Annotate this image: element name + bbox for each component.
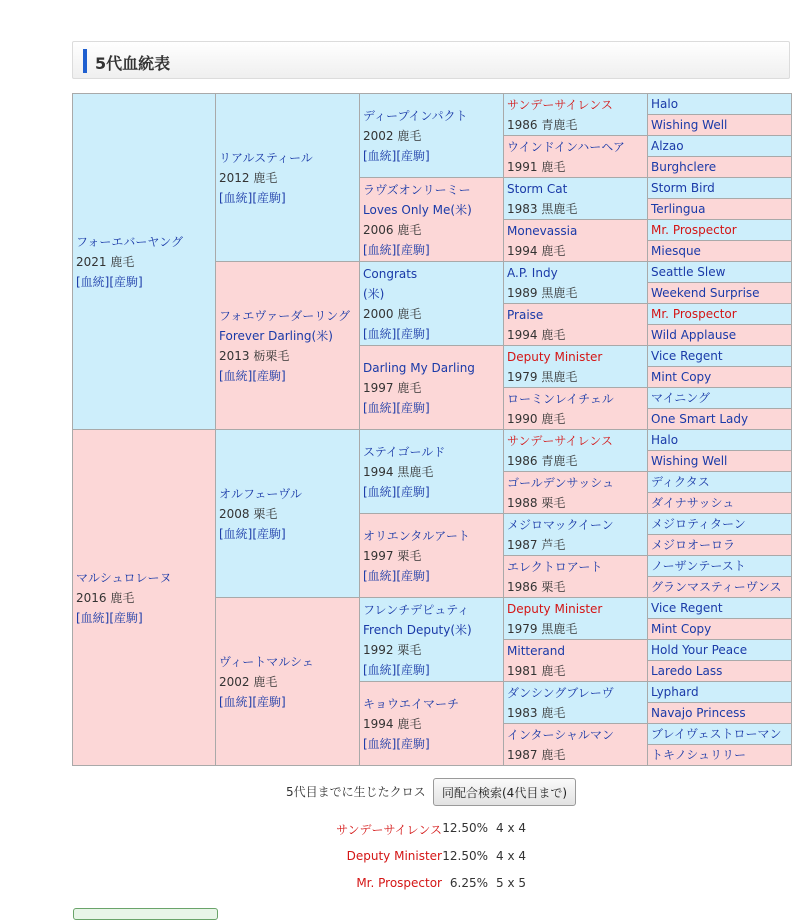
horse-birth-info: 1997 栗毛 [363, 548, 422, 563]
horse-name-link[interactable]: Monevassia [507, 223, 578, 238]
pedigree-link[interactable]: [血統] [363, 242, 397, 257]
horse-birth-info: 1986 栗毛 [507, 579, 566, 594]
progeny-link[interactable]: [産駒] [396, 736, 430, 751]
pedigree-cell-gen5 [648, 178, 792, 199]
horse-name-link[interactable]: Wild Applause [651, 328, 737, 342]
progeny-link[interactable]: [産駒] [396, 662, 430, 677]
pedigree-cell-gen3 [360, 262, 504, 346]
horse-alt-name-link[interactable]: (米) [363, 286, 385, 301]
horse-name-link[interactable]: Lyphard [651, 685, 699, 699]
horse-name-link[interactable]: エレクトロアート [507, 559, 603, 574]
pedigree-cell-gen5 [648, 514, 792, 535]
horse-name-link[interactable]: Congrats [363, 266, 418, 281]
progeny-link[interactable]: [産駒] [396, 568, 430, 583]
pedigree-cell-gen4 [504, 472, 648, 514]
horse-birth-info: 1987 芦毛 [507, 537, 566, 552]
cross-horse-name[interactable]: サンデーサイレンス [336, 823, 442, 837]
horse-name-link[interactable]: Darling My Darling [363, 360, 475, 375]
horse-name-link[interactable]: Seattle Slew [651, 265, 726, 279]
progeny-link[interactable]: [産駒] [396, 148, 430, 163]
horse-name-link[interactable]: リアルスティール [219, 150, 313, 165]
horse-name-link[interactable]: トキノシュリリー [651, 748, 747, 762]
pedigree-cell-gen5 [648, 619, 792, 640]
horse-alt-name-link[interactable]: Forever Darling(米) [219, 328, 333, 343]
pedigree-cell-gen5 [648, 367, 792, 388]
cross-generation: 4 x 4 [496, 821, 526, 835]
pedigree-cell-gen3 [360, 94, 504, 178]
pedigree-cell-gen4 [504, 598, 648, 640]
pedigree-cell-gen5 [648, 556, 792, 577]
cross-row [0, 876, 810, 892]
horse-name-link[interactable]: メジロマックイーン [507, 517, 614, 532]
pedigree-cell-gen5 [648, 703, 792, 724]
pedigree-cell-gen5 [648, 94, 792, 115]
horse-birth-info: 2006 鹿毛 [363, 222, 422, 237]
pedigree-cell-gen5 [648, 136, 792, 157]
pedigree-cell-gen3 [360, 346, 504, 430]
pedigree-cell-gen5 [648, 304, 792, 325]
horse-birth-info: 1992 栗毛 [363, 642, 422, 657]
horse-name-link[interactable]: Mint Copy [651, 370, 712, 384]
pedigree-cell-gen4 [504, 262, 648, 304]
horse-birth-info: 2008 栗毛 [219, 506, 278, 521]
pedigree-cell-gen3 [360, 682, 504, 766]
horse-alt-name-link[interactable]: French Deputy(米) [363, 622, 472, 637]
pedigree-cell-gen5 [648, 598, 792, 619]
horse-name-link[interactable]: Halo [651, 97, 679, 111]
horse-name-link[interactable]: Mr. Prospector [651, 307, 737, 321]
bottom-tab-edge[interactable] [73, 908, 218, 920]
horse-name-link[interactable]: ノーザンテースト [651, 559, 746, 573]
horse-birth-info: 1986 青鹿毛 [507, 453, 578, 468]
progeny-link[interactable]: [産駒] [252, 694, 286, 709]
horse-name-link[interactable]: Miesque [651, 244, 701, 258]
pedigree-cell-gen2 [216, 94, 360, 262]
pedigree-cell-gen2 [216, 430, 360, 598]
horse-birth-info: 1991 鹿毛 [507, 159, 566, 174]
horse-name-link[interactable]: フォエヴァーダーリング [219, 308, 351, 323]
horse-name-link[interactable]: オリエンタルアート [363, 528, 470, 543]
horse-name-link[interactable]: ヴィートマルシェ [219, 654, 314, 669]
progeny-link[interactable]: [産駒] [396, 484, 430, 499]
pedigree-cell-gen2 [216, 598, 360, 766]
pedigree-link[interactable]: [血統] [363, 484, 397, 499]
pedigree-cell-gen5 [648, 388, 792, 409]
horse-birth-info: 1983 鹿毛 [507, 705, 566, 720]
pedigree-cell-gen5 [648, 346, 792, 367]
pedigree-cell-gen4 [504, 388, 648, 430]
pedigree-cell-gen3 [360, 178, 504, 262]
horse-name-link[interactable]: Mint Copy [651, 622, 712, 636]
horse-name-link[interactable]: Storm Cat [507, 181, 568, 196]
horse-birth-info: 1979 黒鹿毛 [507, 621, 578, 636]
horse-name-link[interactable]: フレンチデピュティ [363, 602, 470, 617]
pedigree-cell-gen4 [504, 430, 648, 472]
horse-birth-info: 1988 栗毛 [507, 495, 566, 510]
heading-accent-bar [83, 49, 87, 73]
pedigree-cell-gen1 [73, 430, 216, 766]
pedigree-cell-gen5 [648, 724, 792, 745]
horse-birth-info: 1979 黒鹿毛 [507, 369, 578, 384]
horse-name-link[interactable]: サンデーサイレンス [507, 97, 613, 112]
horse-name-link[interactable]: ディープインパクト [363, 108, 468, 123]
pedigree-link[interactable]: [血統] [363, 568, 397, 583]
horse-birth-info: 1994 鹿毛 [363, 716, 422, 731]
horse-birth-info: 1989 黒鹿毛 [507, 285, 578, 300]
pedigree-cell-gen5 [648, 325, 792, 346]
progeny-link[interactable]: [産駒] [252, 368, 286, 383]
pedigree-link[interactable]: [血統] [76, 274, 110, 289]
section-heading [72, 41, 790, 79]
pedigree-cell-gen4 [504, 724, 648, 766]
horse-name-link[interactable]: インターシャルマン [507, 727, 615, 742]
horse-birth-info: 1986 青鹿毛 [507, 117, 578, 132]
horse-birth-info: 2016 鹿毛 [76, 590, 135, 605]
progeny-link[interactable]: [産駒] [396, 242, 430, 257]
horse-name-link[interactable]: Mitterand [507, 643, 565, 658]
horse-birth-info: 2002 鹿毛 [363, 128, 422, 143]
horse-name-link[interactable]: Laredo Lass [651, 664, 723, 678]
pedigree-cell-gen5 [648, 745, 792, 766]
same-mating-search-button[interactable]: 同配合検索(4代目まで) [433, 778, 576, 806]
horse-name-link[interactable]: Weekend Surprise [651, 286, 760, 300]
pedigree-cell-gen3 [360, 598, 504, 682]
horse-name-link[interactable]: Halo [651, 433, 679, 447]
horse-name-link[interactable]: メジロティターン [651, 517, 746, 531]
pedigree-cell-gen5 [648, 451, 792, 472]
pedigree-link[interactable]: [血統] [363, 400, 397, 415]
pedigree-cell-gen5 [648, 493, 792, 514]
pedigree-link[interactable]: [血統] [219, 526, 253, 541]
horse-name-link[interactable]: サンデーサイレンス [507, 433, 613, 448]
horse-birth-info: 2013 栃栗毛 [219, 348, 290, 363]
horse-birth-info: 1994 鹿毛 [507, 243, 566, 258]
pedigree-cell-gen5 [648, 157, 792, 178]
horse-birth-info: 2021 鹿毛 [76, 254, 135, 269]
pedigree-cell-gen5 [648, 577, 792, 598]
horse-birth-info: 2012 鹿毛 [219, 170, 278, 185]
horse-name-link[interactable]: Navajo Princess [651, 706, 746, 720]
horse-name-link[interactable]: マルシュロレーヌ [76, 570, 172, 585]
cross-horse-name[interactable]: Mr. Prospector [356, 876, 442, 890]
horse-name-link[interactable]: Alzao [651, 139, 684, 153]
section-title: 5代血統表 [95, 54, 171, 73]
cross-label: 5代目までに生じたクロス [286, 785, 426, 799]
cross-percent: 6.25% [449, 876, 488, 890]
horse-name-link[interactable]: Terlingua [651, 202, 706, 216]
horse-name-link[interactable]: Wishing Well [651, 118, 728, 132]
pedigree-cell-gen4 [504, 556, 648, 598]
pedigree-cell-gen5 [648, 535, 792, 556]
horse-name-link[interactable]: Vice Regent [651, 349, 723, 363]
cross-percent: 12.50% [442, 849, 488, 863]
pedigree-link[interactable]: [血統] [363, 736, 397, 751]
pedigree-cell-gen5 [648, 409, 792, 430]
pedigree-cell-gen5 [648, 220, 792, 241]
pedigree-cell-gen4 [504, 178, 648, 220]
pedigree-link[interactable]: [血統] [363, 326, 397, 341]
horse-birth-info: 1994 黒鹿毛 [363, 464, 434, 479]
horse-birth-info: 1981 鹿毛 [507, 663, 566, 678]
horse-name-link[interactable]: メジロオーロラ [651, 538, 736, 552]
cross-row [0, 849, 810, 865]
horse-name-link[interactable]: Praise [507, 307, 544, 322]
horse-name-link[interactable]: ゴールデンサッシュ [507, 475, 615, 490]
cross-generation: 4 x 4 [496, 849, 526, 863]
horse-birth-info: 1997 鹿毛 [363, 380, 422, 395]
horse-name-link[interactable]: Hold Your Peace [651, 643, 748, 657]
cross-generation: 5 x 5 [496, 876, 526, 890]
pedigree-cell-gen2 [216, 262, 360, 430]
pedigree-link[interactable]: [血統] [363, 148, 397, 163]
horse-name-link[interactable]: ローミンレイチェル [507, 391, 614, 406]
horse-name-link[interactable]: Burghclere [651, 160, 717, 174]
pedigree-cell-gen5 [648, 262, 792, 283]
horse-name-link[interactable]: ステイゴールド [363, 444, 446, 459]
pedigree-cell-gen3 [360, 514, 504, 598]
pedigree-cell-gen4 [504, 220, 648, 262]
pedigree-cell-gen5 [648, 430, 792, 451]
pedigree-cell-gen3 [360, 430, 504, 514]
pedigree-cell-gen4 [504, 514, 648, 556]
cross-horse-name[interactable]: Deputy Minister [346, 849, 442, 863]
horse-name-link[interactable]: マイニング [651, 391, 711, 405]
horse-name-link[interactable]: ラヴズオンリーミー [363, 182, 471, 197]
pedigree-row [73, 94, 792, 115]
horse-name-link[interactable]: Storm Bird [651, 181, 715, 195]
pedigree-link[interactable]: [血統] [76, 610, 110, 625]
horse-name-link[interactable]: ウインドインハーヘア [507, 139, 625, 154]
pedigree-cell-gen5 [648, 241, 792, 262]
pedigree-cell-gen4 [504, 346, 648, 388]
pedigree-link[interactable]: [血統] [363, 662, 397, 677]
progeny-link[interactable]: [産駒] [252, 526, 286, 541]
pedigree-cell-gen4 [504, 640, 648, 682]
pedigree-cell-gen1 [73, 94, 216, 430]
horse-alt-name-link[interactable]: Loves Only Me(米) [363, 202, 472, 217]
cross-row [0, 821, 810, 837]
horse-name-link[interactable]: A.P. Indy [507, 265, 558, 280]
progeny-link[interactable]: [産駒] [109, 274, 143, 289]
pedigree-link[interactable]: [血統] [219, 190, 253, 205]
horse-birth-info: 1994 鹿毛 [507, 327, 566, 342]
pedigree-cell-gen4 [504, 94, 648, 136]
horse-birth-info: 1983 黒鹿毛 [507, 201, 578, 216]
horse-name-link[interactable]: キョウエイマーチ [363, 696, 460, 711]
pedigree-cell-gen5 [648, 661, 792, 682]
horse-name-link[interactable]: ブレイヴェストローマン [651, 727, 782, 741]
horse-name-link[interactable]: Vice Regent [651, 601, 723, 615]
cross-percent: 12.50% [442, 821, 488, 835]
horse-name-link[interactable]: フォーエバーヤング [76, 234, 184, 249]
pedigree-cell-gen4 [504, 136, 648, 178]
progeny-link[interactable]: [産駒] [396, 400, 430, 415]
horse-birth-info: 2002 鹿毛 [219, 674, 278, 689]
progeny-link[interactable]: [産駒] [109, 610, 143, 625]
pedigree-cell-gen5 [648, 472, 792, 493]
pedigree-cell-gen4 [504, 682, 648, 724]
pedigree-table [72, 93, 792, 766]
horse-name-link[interactable]: グランマスティーヴンス [651, 580, 782, 594]
horse-name-link[interactable]: Mr. Prospector [651, 223, 737, 237]
horse-name-link[interactable]: ダンシングブレーヴ [507, 685, 614, 700]
pedigree-cell-gen5 [648, 115, 792, 136]
horse-name-link[interactable]: オルフェーヴル [219, 486, 303, 501]
horse-name-link[interactable]: One Smart Lady [651, 412, 749, 426]
horse-name-link[interactable]: Wishing Well [651, 454, 728, 468]
horse-name-link[interactable]: ディクタス [651, 475, 710, 489]
pedigree-cell-gen5 [648, 199, 792, 220]
horse-birth-info: 2000 鹿毛 [363, 306, 422, 321]
pedigree-row [73, 430, 792, 451]
pedigree-link[interactable]: [血統] [219, 368, 253, 383]
pedigree-link[interactable]: [血統] [219, 694, 253, 709]
progeny-link[interactable]: [産駒] [396, 326, 430, 341]
horse-birth-info: 1990 鹿毛 [507, 411, 566, 426]
pedigree-cell-gen4 [504, 304, 648, 346]
pedigree-cell-gen5 [648, 283, 792, 304]
horse-name-link[interactable]: Deputy Minister [507, 601, 603, 616]
horse-name-link[interactable]: Deputy Minister [507, 349, 603, 364]
horse-birth-info: 1987 鹿毛 [507, 747, 566, 762]
horse-name-link[interactable]: ダイナサッシュ [651, 496, 735, 510]
pedigree-cell-gen5 [648, 682, 792, 703]
progeny-link[interactable]: [産駒] [252, 190, 286, 205]
pedigree-cell-gen5 [648, 640, 792, 661]
